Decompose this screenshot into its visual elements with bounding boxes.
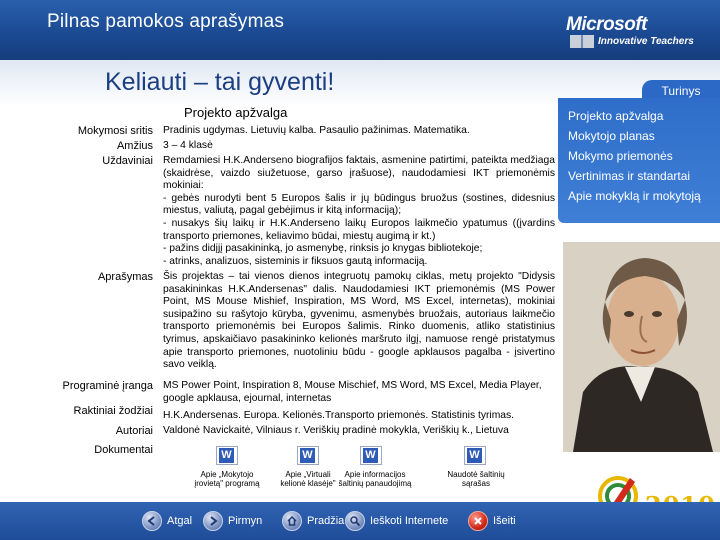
value-amzius: 3 – 4 klasė	[163, 140, 213, 151]
forward-label: Pirmyn	[228, 515, 263, 527]
microsoft-logo-subtitle: Innovative Teachers	[598, 36, 694, 47]
value-autoriai: Valdonė Navickaitė, Vilniaus r. Veriškių pradinė mokykla, Veriškių k., Lietuva	[163, 425, 509, 436]
label-mokymosi-sritis: Mokymosi sritis	[77, 125, 153, 137]
back-label: Atgal	[167, 515, 193, 527]
value-mokymosi-sritis: Pradinis ugdymas. Lietuvių kalba. Pasaulio pažinimas. Matematika.	[163, 125, 470, 136]
document-link[interactable]: Naudotė šaltinių sąrašas	[447, 470, 505, 488]
sidebar-item-vertinimas[interactable]: Vertinimas ir standartai	[568, 169, 691, 183]
footer-bar	[0, 502, 720, 540]
label-raktiniai-zodziai: Raktiniai žodžiai	[73, 405, 153, 417]
label-aprasymas: Aprašymas	[97, 271, 153, 283]
tab-turinys[interactable]: Turinys	[642, 80, 720, 102]
microsoft-logo: Microsoft	[566, 14, 647, 35]
word-doc-icon[interactable]: W	[216, 446, 238, 465]
section-heading: Projekto apžvalga	[184, 105, 288, 120]
arrow-right-icon	[203, 511, 223, 531]
sidebar-item-apie-mokykla[interactable]: Apie mokyklą ir mokytoją	[568, 189, 701, 203]
home-icon	[282, 511, 302, 531]
page-title: Keliauti – tai gyventi!	[105, 68, 335, 96]
exit-label: Išeiti	[493, 515, 516, 527]
search-internet-label: Ieškoti Internete	[370, 515, 449, 527]
value-programine-iranga: MS Power Point, Inspiration 8, Mouse Mischief, MS Word, MS Excel, Media Player, google apklausa, ejournal, internetas	[163, 380, 542, 404]
home-label: Pradžia	[307, 515, 345, 527]
word-doc-icon[interactable]: W	[464, 446, 486, 465]
document-link[interactable]: Apie informacijos šaltinių panaudojimą	[338, 470, 412, 488]
forward-button[interactable]	[203, 510, 262, 532]
word-doc-icon[interactable]: W	[360, 446, 382, 465]
document-link[interactable]: Apie „Virtuali kelionė klasėje"	[280, 470, 336, 488]
search-internet-button[interactable]	[345, 510, 448, 532]
label-dokumentai: Dokumentai	[94, 444, 153, 456]
close-icon	[468, 511, 488, 531]
back-button[interactable]	[142, 510, 192, 532]
arrow-left-icon	[142, 511, 162, 531]
label-uzdaviniai: Uždaviniai	[102, 155, 153, 167]
sidebar-item-projekto-apzvalga[interactable]: Projekto apžvalga	[568, 109, 664, 123]
windows-flag-icon	[570, 35, 594, 48]
home-button[interactable]	[282, 510, 344, 532]
header-title: Pilnas pamokos aprašymas	[47, 11, 285, 32]
andersen-portrait	[563, 242, 720, 452]
sidebar-item-mokytojo-planas[interactable]: Mokytojo planas	[568, 129, 655, 143]
word-doc-icon[interactable]: W	[297, 446, 319, 465]
label-programine-iranga: Programinė įranga	[62, 380, 153, 392]
sidebar-nav	[558, 98, 720, 223]
magnifier-icon	[345, 511, 365, 531]
value-uzdaviniai: Remdamiesi H.K.Anderseno biografijos faktais, asmenine patirtimi, pateikta medžiaga (skaidrėse, vaizdo siužetuose, garso įrašuose), naudodamiesi IKT priemonėmis mokiniai: - gebės nurodyti bent 5 Europos šalis ir jų būdingus bruožus (sostines, didesnius miestus, valiutą, pagal gebėjimus ir kitą informaciją); - nusakys šių laikų ir H.K.Anderseno laikų Europos laikmečio ypatumus ((įvardins transporto priemones, keliavimo būdai, miestų augimą ir kt.) - pažins didįjį pasakininką, jo asmenybę, rinksis jo knygas bibliotekoje; - atrinks, analizuos, sisteminis ir fiksuos gautą informaciją.	[163, 155, 555, 267]
exit-button[interactable]	[468, 510, 516, 532]
document-link[interactable]: Apie „Mokytojo įrovietą" programą	[194, 470, 260, 488]
label-amzius: Amžius	[116, 140, 153, 152]
header-bar	[0, 0, 720, 60]
label-autoriai: Autoriai	[115, 425, 153, 437]
sidebar-item-mokymo-priemones[interactable]: Mokymo priemonės	[568, 149, 673, 163]
value-raktiniai-zodziai: H.K.Andersenas. Europa. Kelionės.Transporto priemonės. Statistinis tyrimas.	[163, 410, 515, 421]
value-aprasymas: Šis projektas – tai vienos dienos integruotų pamokų ciklas, metų projekto "Didysis pasakininkas H.K.Andersenas" dalis. Naudodamiesi IKT priemonėmis (MS Power Point, MS Mouse Mishief, Inspiration, MS Word, MS Excel, internetas), mokiniai susipažino su rašytojo kūryba, gyvenimu, asmenybės bruožais, autoriaus laikmečio transporto priemonėmis bei Europos šalimis. Rinko duomenis, atliko statistinius tyrimus, apskaičiavo pasakininko kelionės maršruto ilgį, namuose rengė pristatymus apie transporto priemones, nuotoliniu būdu - google apklausos pagalba - įsivertino savo veiklą.	[163, 271, 555, 371]
